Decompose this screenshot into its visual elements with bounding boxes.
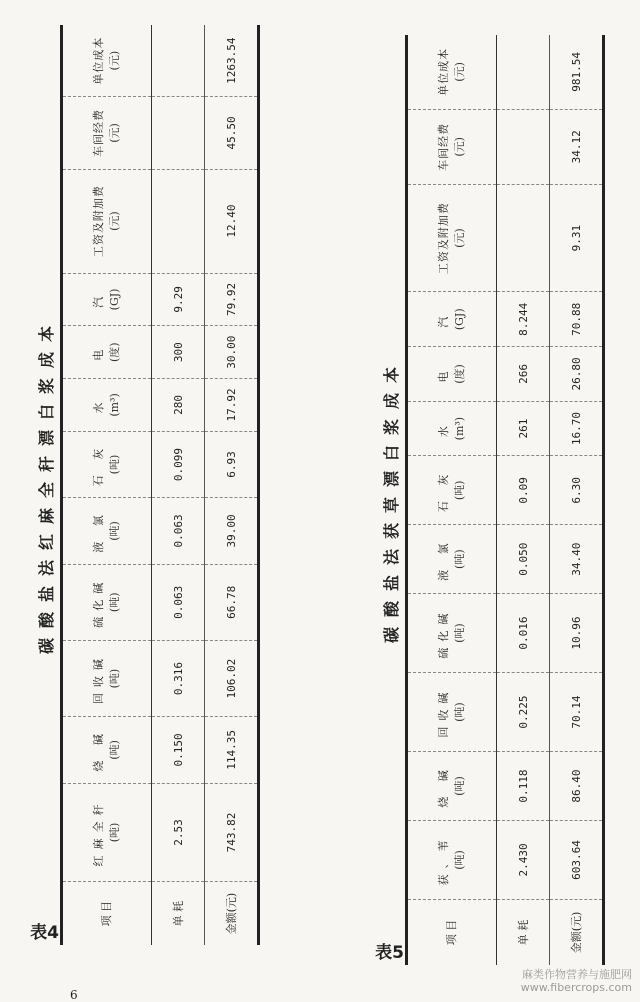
table-row: [152, 25, 205, 945]
table-cell: 0.099: [152, 431, 205, 497]
table-cell: 9.31: [550, 184, 604, 292]
col-head: 烧 碱 (吨): [407, 752, 497, 821]
table-cell: 34.12: [550, 109, 604, 184]
table-cell: 743.82: [205, 783, 259, 882]
table-cell: 16.70: [550, 401, 604, 456]
table-cell: [497, 184, 550, 292]
col-head: 水 (m³): [62, 379, 152, 432]
table-5-block: [375, 35, 583, 965]
table-4-caption: [30, 25, 60, 945]
table-cell: 2.430: [497, 820, 550, 899]
table-4-block: [30, 25, 250, 945]
col-head: 工资及附加费 (元): [407, 184, 497, 292]
table-cell: 45.50: [205, 97, 259, 169]
table-cell: 6.30: [550, 456, 604, 525]
table-cell: 26.80: [550, 347, 604, 402]
col-head: 回收碱 (吨): [62, 640, 152, 716]
table-5-caption: [375, 35, 405, 965]
table-cell: 86.40: [550, 752, 604, 821]
page-number: 6: [70, 988, 78, 1002]
table-cell: 106.02: [205, 640, 259, 716]
col-head: 红麻全秆 (吨): [62, 783, 152, 882]
table-cell: 8.244: [497, 292, 550, 347]
table-cell: 0.063: [152, 564, 205, 640]
table-4-title: 碳酸盐法红麻全秆漂白浆成本: [37, 316, 56, 655]
table-cell: 0.225: [497, 673, 550, 752]
table-5-number: 表5: [375, 943, 404, 964]
col-head: 烧 碱 (吨): [62, 717, 152, 783]
table-cell: 261: [497, 401, 550, 456]
col-head-item: 项 目: [62, 882, 152, 945]
row-label: 单 耗: [517, 919, 530, 946]
row-label: 单 耗: [172, 900, 185, 927]
col-head: 获、苇 (吨): [407, 820, 497, 899]
row-label: 金额(元): [205, 882, 259, 945]
table-cell: 0.016: [497, 594, 550, 673]
table-cell: 0.118: [497, 752, 550, 821]
table-cell: [152, 97, 205, 169]
col-head: 液 氯 (吨): [62, 498, 152, 564]
table-4-number: 表4: [30, 923, 59, 944]
table-cell: 30.00: [205, 326, 259, 379]
watermark: [521, 968, 632, 994]
col-head: 车间经费 (元): [62, 97, 152, 169]
col-head: 工资及附加费 (元): [62, 169, 152, 273]
table-cell: 300: [152, 326, 205, 379]
table-cell: 0.09: [497, 456, 550, 525]
col-head: 车间经费 (元): [407, 109, 497, 184]
col-head: 液 氯 (吨): [407, 525, 497, 594]
col-head: 电 (度): [407, 347, 497, 402]
table-cell: 0.063: [152, 498, 205, 564]
table-row: [205, 25, 259, 945]
table-cell: 6.93: [205, 431, 259, 497]
row-label: 金额(元): [550, 899, 604, 965]
table-row: [497, 35, 550, 965]
table-cell: 70.14: [550, 673, 604, 752]
table-cell: 1263.54: [205, 25, 259, 97]
col-head: 汽 (GJ): [62, 273, 152, 326]
table-cell: 603.64: [550, 820, 604, 899]
table-cell: 79.92: [205, 273, 259, 326]
table-cell: 12.40: [205, 169, 259, 273]
watermark-line-2: www.fibercrops.com: [520, 981, 632, 994]
table-cell: 2.53: [152, 783, 205, 882]
col-head-item: 项 目: [407, 899, 497, 965]
table-cell: 34.40: [550, 525, 604, 594]
table-cell: [152, 25, 205, 97]
col-head: 回收碱 (吨): [407, 673, 497, 752]
table-cell: 114.35: [205, 717, 259, 783]
col-head: 石 灰 (吨): [407, 456, 497, 525]
table-cell: 0.150: [152, 717, 205, 783]
col-head: 石 灰 (吨): [62, 431, 152, 497]
col-head: 电 (度): [62, 326, 152, 379]
table-cell: 10.96: [550, 594, 604, 673]
col-head: 单位成本 (元): [407, 35, 497, 109]
table-cell: 0.316: [152, 640, 205, 716]
table-cell: [497, 109, 550, 184]
table-cell: 39.00: [205, 498, 259, 564]
table-cell: 70.88: [550, 292, 604, 347]
table-5-header-row: [407, 35, 497, 965]
col-head: 汽 (GJ): [407, 292, 497, 347]
table-cell: [152, 169, 205, 273]
table-5-title: 碳酸盐法获草漂白浆成本: [382, 357, 401, 644]
table-cell: 66.78: [205, 564, 259, 640]
table-cell: [497, 35, 550, 109]
table-4-header-row: [62, 25, 152, 945]
col-head: 硫化碱 (吨): [62, 564, 152, 640]
col-head: 单位成本 (元): [62, 25, 152, 97]
table-cell: 17.92: [205, 379, 259, 432]
table-cell: 981.54: [550, 35, 604, 109]
table-row: [550, 35, 604, 965]
table-cell: 280: [152, 379, 205, 432]
watermark-line-1: 麻类作物营养与施肥网: [522, 968, 632, 981]
col-head: 硫化碱 (吨): [407, 594, 497, 673]
table-4: [60, 25, 260, 945]
col-head: 水 (m³): [407, 401, 497, 456]
table-cell: 9.29: [152, 273, 205, 326]
table-5: [405, 35, 605, 965]
table-cell: 0.050: [497, 525, 550, 594]
table-cell: 266: [497, 347, 550, 402]
